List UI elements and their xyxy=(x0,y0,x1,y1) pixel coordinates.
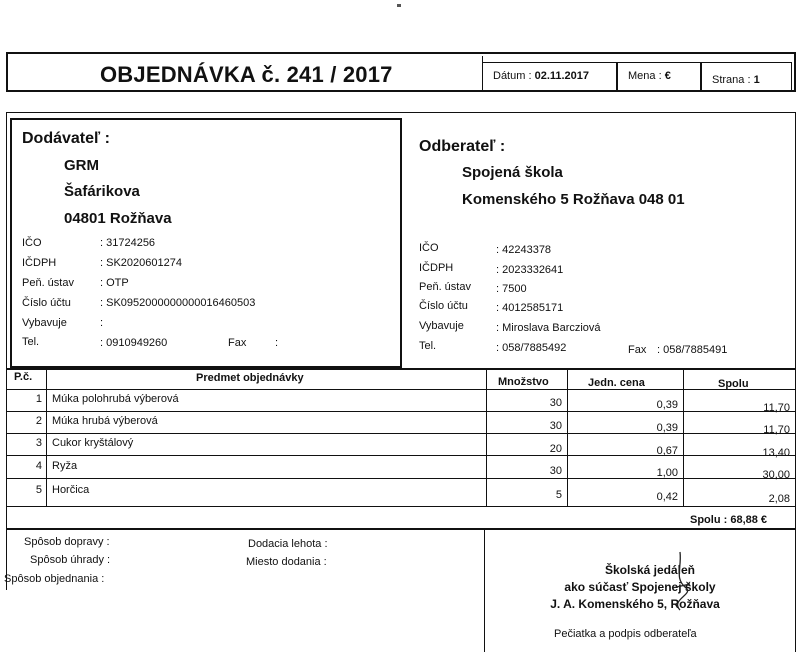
row1-unit: 0,39 xyxy=(656,399,678,411)
supplier-city: 04801 Rožňava xyxy=(64,210,172,227)
buyer-account-value: : 4012585171 xyxy=(496,302,564,314)
buyer-bank-value: : 7500 xyxy=(496,283,527,295)
buyer-icdph-value: : 2023332641 xyxy=(496,264,564,276)
supplier-icdph-value: : SK2020601274 xyxy=(100,257,182,269)
supplier-ico-value: : 31724256 xyxy=(100,237,156,249)
supplier-handler-value: : xyxy=(100,317,104,329)
page-field xyxy=(712,74,760,86)
currency-value: € xyxy=(664,70,671,82)
row1-total: 11,70 xyxy=(763,402,790,414)
date-value: 02.11.2017 xyxy=(534,70,590,82)
row4-item: Ryža xyxy=(52,460,78,472)
row4-unit: 1,00 xyxy=(656,467,678,479)
row4-total: 30,00 xyxy=(762,469,790,481)
buyer-fax-value: : 058/7885491 xyxy=(657,344,728,356)
page-label: Strana : xyxy=(712,74,751,86)
row2-qty: 30 xyxy=(549,420,562,432)
footer-right-edge xyxy=(795,530,796,652)
supplier-name: GRM xyxy=(64,157,99,174)
header-qty: Množstvo xyxy=(498,376,549,388)
supplier-account-value: : SK0952000000000016460503 xyxy=(100,297,256,309)
buyer-address: Komenského 5 Rožňava 048 01 xyxy=(462,191,685,208)
row2-unit: 0,39 xyxy=(656,422,678,434)
supplier-fax-value: : xyxy=(275,337,279,349)
buyer-handler-label: Vybavuje xyxy=(419,320,464,332)
signature xyxy=(650,548,710,618)
row4-qty: 30 xyxy=(549,465,562,477)
supplier-ico-label: IČO xyxy=(22,237,42,249)
row3-unit: 0,67 xyxy=(656,445,678,457)
stamp-line-2: ako súčasť Spojenej školy xyxy=(564,580,716,594)
row1-qty: 30 xyxy=(549,397,562,409)
header-no: P.č. xyxy=(14,371,33,383)
buyer-ico-label: IČO xyxy=(419,242,439,254)
buyer-heading: Odberateľ : xyxy=(419,138,506,155)
row1-no: 1 xyxy=(35,393,42,405)
page-value: 1 xyxy=(753,74,760,86)
supplier-handler-label: Vybavuje xyxy=(22,317,67,329)
supplier-street: Šafárikova xyxy=(64,183,140,200)
row3-qty: 20 xyxy=(549,443,562,455)
buyer-fax-label: Fax xyxy=(628,344,647,356)
sum-label: Spolu : xyxy=(690,514,728,526)
date-label: Dátum : xyxy=(493,70,532,82)
row2-total: 11,70 xyxy=(763,424,790,436)
buyer-tel-label: Tel. xyxy=(419,340,437,352)
header-total: Spolu xyxy=(718,378,749,390)
supplier-box xyxy=(10,118,402,368)
supplier-fax-label: Fax xyxy=(228,337,247,349)
row-line-5 xyxy=(6,506,796,507)
order-method-label: Spôsob objednania : xyxy=(4,573,105,585)
delivery-place-label: Miesto dodania : xyxy=(246,556,327,568)
row1-item: Múka polohrubá výberová xyxy=(52,393,179,405)
row3-item: Cukor kryštálový xyxy=(52,437,134,449)
row3-no: 3 xyxy=(35,437,42,449)
supplier-tel-label: Tel. xyxy=(22,336,40,348)
header-item: Predmet objednávky xyxy=(196,372,304,384)
buyer-handler-value: : Miroslava Barcziová xyxy=(496,322,601,334)
scan-mark xyxy=(397,4,401,7)
row3-total: 13,40 xyxy=(762,447,790,459)
row5-unit: 0,42 xyxy=(656,491,678,503)
order-title: OBJEDNÁVKA č. 241 / 2017 xyxy=(100,62,393,87)
supplier-icdph-label: IČDPH xyxy=(22,257,57,269)
supplier-bank-value: : OTP xyxy=(100,277,129,289)
supplier-tel-value: : 0910949260 xyxy=(100,337,168,349)
row-line-1 xyxy=(6,411,796,412)
currency-field xyxy=(628,70,671,82)
row4-no: 4 xyxy=(35,460,42,472)
header-unit-price: Jedn. cena xyxy=(588,377,645,389)
signature-caption: Pečiatka a podpis odberateľa xyxy=(554,628,697,640)
supplier-bank-label: Peň. ústav xyxy=(22,277,74,289)
row2-item: Múka hrubá výberová xyxy=(52,415,158,427)
sum-row-line xyxy=(6,528,796,529)
row5-total: 2,08 xyxy=(768,493,790,505)
delivery-method-label: Spôsob dopravy : xyxy=(24,536,110,548)
buyer-name: Spojená škola xyxy=(462,164,563,181)
buyer-icdph-label: IČDPH xyxy=(419,262,454,274)
footer-divider xyxy=(484,530,485,652)
row5-item: Horčica xyxy=(52,484,90,496)
supplier-heading: Dodávateľ : xyxy=(22,130,110,147)
buyer-ico-value: : 42243378 xyxy=(496,244,552,256)
row5-no: 5 xyxy=(35,484,42,496)
date-field xyxy=(493,70,589,82)
payment-method-label: Spôsob úhrady : xyxy=(30,554,111,566)
row2-no: 2 xyxy=(35,415,42,427)
buyer-account-label: Číslo účtu xyxy=(419,300,468,312)
sum-field xyxy=(690,514,767,526)
stamp-line-1: Školská jedáleň xyxy=(604,563,696,577)
stamp-line-3: J. A. Komenského 5, Rožňava xyxy=(550,597,720,611)
row5-qty: 5 xyxy=(555,489,562,501)
currency-label: Mena : xyxy=(628,70,662,82)
sum-value: 68,88 € xyxy=(730,514,768,526)
delivery-time-label: Dodacia lehota : xyxy=(248,538,328,550)
supplier-account-label: Číslo účtu xyxy=(22,297,71,309)
buyer-bank-label: Peň. ústav xyxy=(419,281,471,293)
header-row-line xyxy=(6,389,796,390)
buyer-tel-value: : 058/7885492 xyxy=(496,342,567,354)
